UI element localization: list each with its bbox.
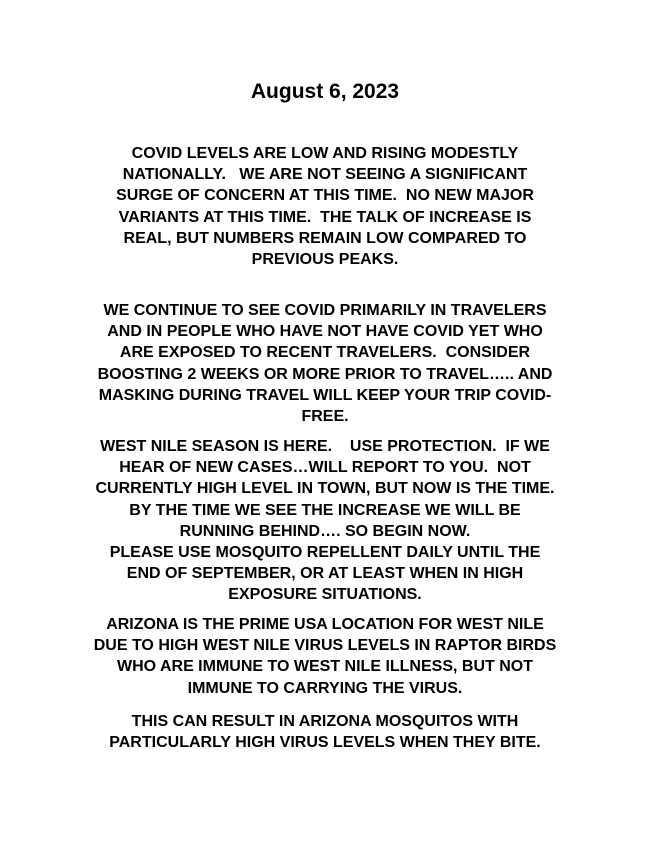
- paragraph-arizona-mosquitos: [0, 711, 650, 753]
- paragraph-line: ARE EXPOSED TO RECENT TRAVELERS. CONSIDER: [119, 344, 531, 362]
- paragraph-line: VARIANTS AT THIS TIME. THE TALK OF INCREASE IS: [118, 208, 532, 226]
- paragraph-line: NATIONALLY. WE ARE NOT SEEING A SIGNIFICANT: [122, 166, 528, 184]
- paragraph-covid-travelers: [0, 300, 650, 427]
- paragraph-line: THIS CAN RESULT IN ARIZONA MOSQUITOS WITH: [131, 713, 519, 730]
- paragraph-line: AND IN PEOPLE WHO HAVE NOT HAVE COVID YET WHO: [107, 323, 543, 341]
- paragraph-line: COVID LEVELS ARE LOW AND RISING MODESTLY: [131, 145, 519, 162]
- paragraph-line: BY THE TIME WE SEE THE INCREASE WE WILL BE: [129, 501, 521, 519]
- paragraph-line: DUE TO HIGH WEST NILE VIRUS LEVELS IN RAPTOR BIRDS: [93, 637, 557, 655]
- document-date-title: August 6, 2023: [250, 80, 400, 103]
- paragraph-line: MASKING DURING TRAVEL WILL KEEP YOUR TRIP COVID-: [98, 386, 552, 404]
- paragraph-line: WHO ARE IMMUNE TO WEST NILE ILLNESS, BUT NOT: [117, 658, 533, 676]
- paragraph-line: HEAR OF NEW CASES…WILL REPORT TO YOU. NOT: [119, 459, 531, 477]
- paragraph-line: FREE.: [301, 408, 349, 426]
- paragraph-line: PARTICULARLY HIGH VIRUS LEVELS WHEN THEY BITE.: [109, 734, 541, 752]
- paragraph-line: REAL, BUT NUMBERS REMAIN LOW COMPARED TO: [123, 229, 527, 247]
- paragraph-line: EXPOSURE SITUATIONS.: [228, 586, 422, 604]
- paragraph-west-nile-season: [0, 436, 650, 606]
- paragraph-arizona-west-nile: [0, 614, 650, 699]
- paragraph-line: ARIZONA IS THE PRIME USA LOCATION FOR WEST NILE: [106, 616, 544, 633]
- paragraph-line: RUNNING BEHIND…. SO BEGIN NOW.: [179, 522, 471, 540]
- paragraph-line: IMMUNE TO CARRYING THE VIRUS.: [187, 679, 463, 697]
- paragraph-line: END OF SEPTEMBER, OR AT LEAST WHEN IN HIGH: [126, 565, 524, 583]
- paragraph-line: WEST NILE SEASON IS HERE. USE PROTECTION. IF WE: [100, 438, 550, 455]
- paragraph-covid-levels: [0, 143, 650, 270]
- paragraph-line: WE CONTINUE TO SEE COVID PRIMARILY IN TRAVELERS: [103, 302, 547, 319]
- paragraph-line: CURRENTLY HIGH LEVEL IN TOWN, BUT NOW IS THE TIME.: [95, 480, 555, 498]
- paragraph-line: SURGE OF CONCERN AT THIS TIME. NO NEW MAJOR: [116, 187, 534, 205]
- paragraph-line: PREVIOUS PEAKS.: [251, 251, 399, 269]
- paragraph-line: PLEASE USE MOSQUITO REPELLENT DAILY UNTIL THE: [109, 544, 541, 562]
- paragraph-line: BOOSTING 2 WEEKS OR MORE PRIOR TO TRAVEL….. AND: [97, 365, 553, 383]
